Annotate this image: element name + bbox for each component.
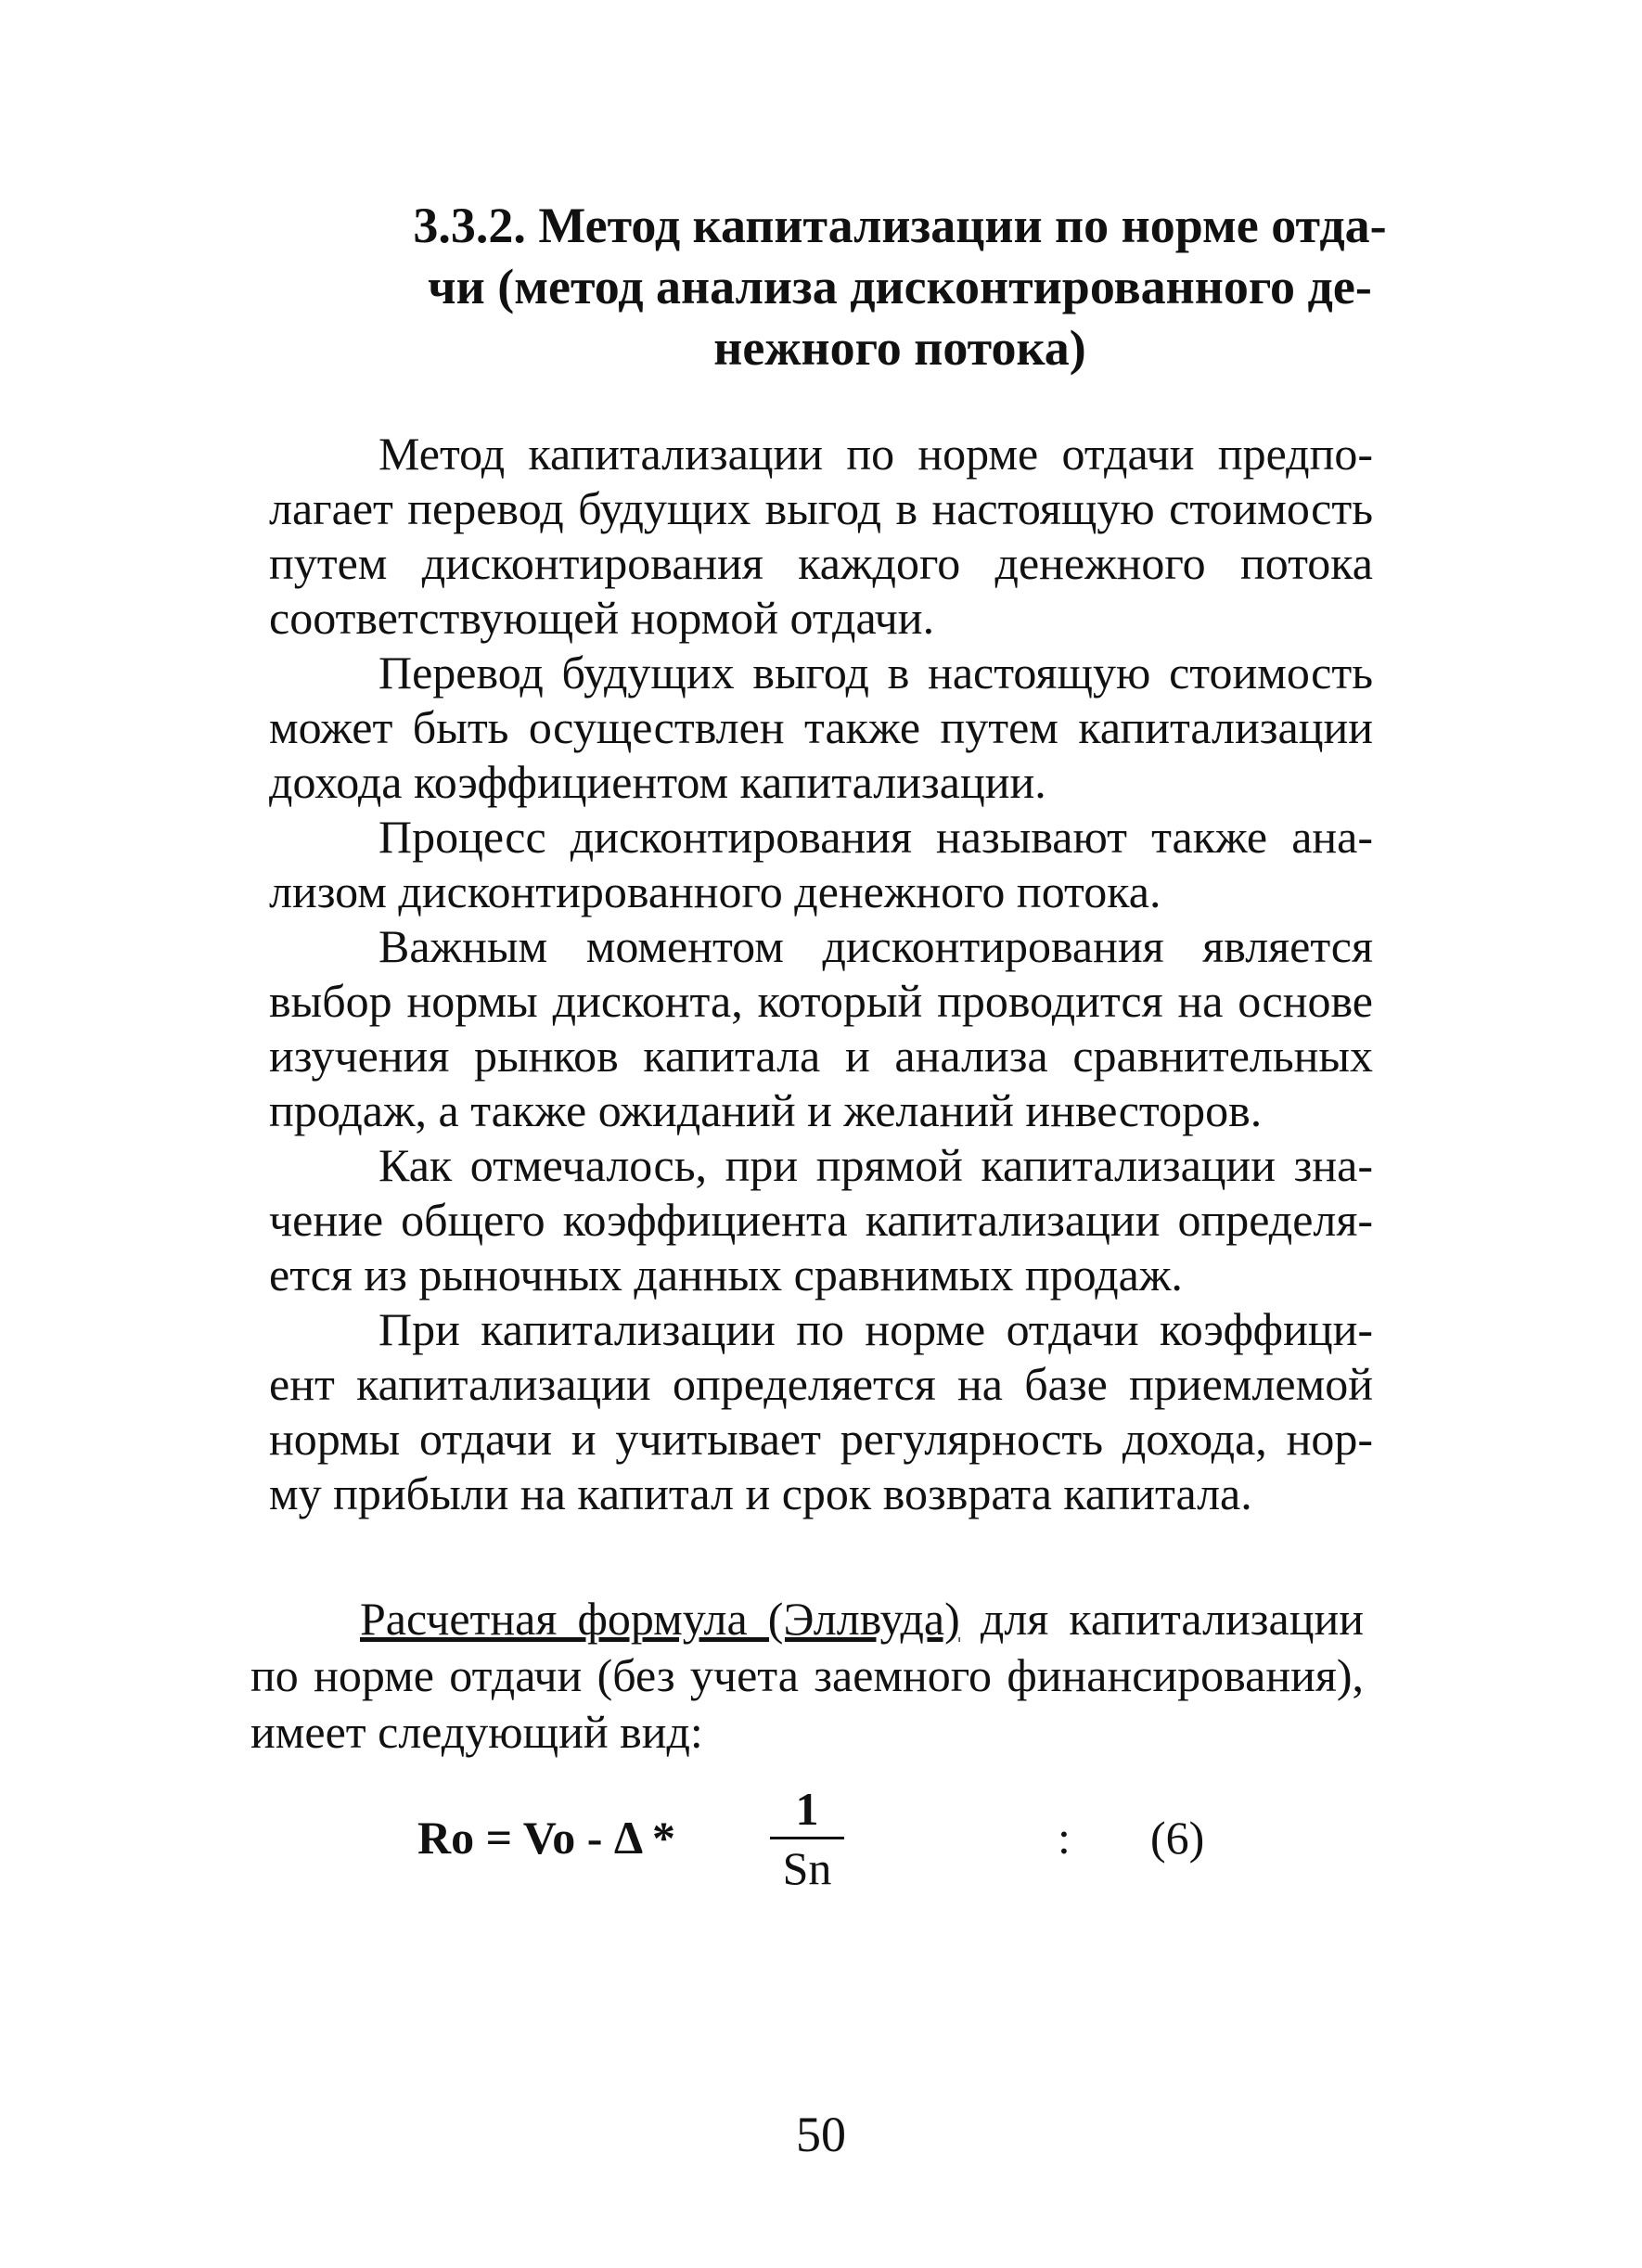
paragraph-line: нормы отдачи и учитывает регулярность дохода, нор- (269, 1413, 1373, 1465)
formula (417, 1783, 1252, 1911)
formula-intro-rest: для капитализации (959, 1593, 1364, 1645)
paragraph-6 (269, 1302, 1373, 1521)
paragraph-line: му прибыли на капитал и срок возврата капитала. (269, 1467, 1252, 1519)
formula-colon: : (1058, 1812, 1071, 1864)
paragraph-line: продаж, а также ожиданий и желаний инвесторов. (269, 1084, 1263, 1136)
paragraph-3 (269, 810, 1373, 919)
paragraph-1 (269, 427, 1373, 646)
equation-number: (6) (1150, 1812, 1205, 1864)
formula-intro-line-3: имеет следующий вид: (250, 1706, 703, 1758)
paragraph-line: дохода коэффициентом капитализации. (269, 756, 1046, 808)
paragraph-line: соответствующей нормой отдачи. (269, 592, 935, 644)
formula-fraction (770, 1783, 844, 1895)
body-text (269, 427, 1373, 1521)
page-number: 50 (796, 2107, 846, 2162)
paragraph-line: Как отмечалось, при прямой капитализации зна- (378, 1139, 1373, 1191)
paragraph-line: Процесс дисконтирования называют также ана- (378, 811, 1373, 863)
paragraph-line: При капитализации по норме отдачи коэффици- (378, 1303, 1373, 1355)
paragraph-line: выбор нормы дисконта, который проводится на основе (269, 975, 1373, 1027)
paragraph-line: Метод капитализации по норме отдачи предпо- (378, 428, 1373, 480)
paragraph-line: изучения рынков капитала и анализа сравнительных (269, 1030, 1373, 1082)
heading-line-3: нежного потока) (713, 320, 1086, 376)
heading-line-2: чи (метод анализа дисконтированного де- (428, 259, 1372, 314)
formula-intro (250, 1591, 1364, 1761)
paragraph-4 (269, 919, 1373, 1138)
paragraph-line: лагает перевод будущих выгод в настоящую стоимость (269, 482, 1373, 534)
formula-lhs: Ro = Vo - Δ * (417, 1812, 675, 1864)
paragraph-line: может быть осуществлен также путем капитализации (269, 701, 1373, 753)
paragraph-line: ент капитализации определяется на базе приемлемой (269, 1358, 1373, 1410)
fraction-bar (770, 1837, 844, 1839)
fraction-denominator: Sn (782, 1842, 832, 1894)
paragraph-line: Важным моментом дисконтирования является (378, 920, 1373, 972)
paragraph-5 (269, 1138, 1373, 1302)
formula-name: Расчетная формула (Эллвуда) (360, 1593, 960, 1645)
paragraph-line: лизом дисконтированного денежного потока. (269, 865, 1161, 917)
paragraph-line: Перевод будущих выгод в настоящую стоимость (378, 647, 1373, 698)
formula-intro-line-1 (250, 1591, 1364, 1647)
section-heading (408, 195, 1392, 378)
paragraph-line: ется из рыночных данных сравнимых продаж. (269, 1249, 1183, 1301)
paragraph-line: чение общего коэффициента капитализации определя- (269, 1194, 1373, 1246)
paragraph-line: путем дисконтирования каждого денежного потока (269, 537, 1373, 589)
heading-line-1: 3.3.2. Метод капитализации по норме отда- (413, 198, 1387, 253)
formula-intro-line-2: по норме отдачи (без учета заемного финансирования), (250, 1649, 1364, 1701)
fraction-numerator: 1 (795, 1783, 819, 1835)
paragraph-2 (269, 646, 1373, 810)
